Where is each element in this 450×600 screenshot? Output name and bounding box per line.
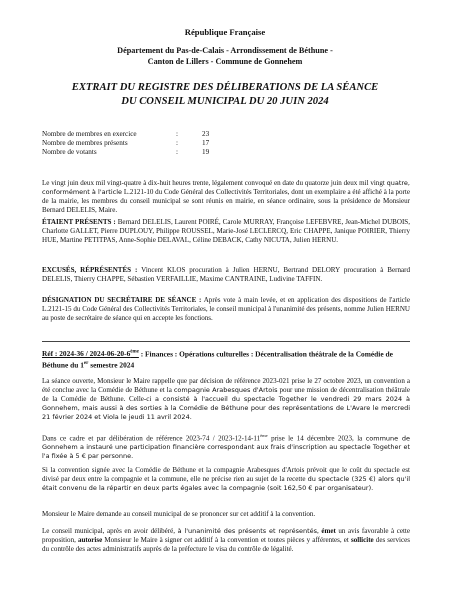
secretary-label: DÉSIGNATION DU SECRÉTAIRE DE SÉANCE : bbox=[42, 296, 202, 304]
para3-handwritten-text: du spectacle (325 €) alors qu'il était convenu de la répartir en deux parts égales avec la compagnie (soit 162,50 € par organisateur). bbox=[42, 474, 411, 492]
reference-subject-suffix: er bbox=[83, 360, 89, 366]
count-row bbox=[42, 139, 222, 148]
department-line-1: Département du Pas-de-Calais - Arrondissement de Béthune - bbox=[117, 46, 333, 55]
body-paragraph-2 bbox=[42, 432, 410, 461]
title-line-2: DU CONSEIL MUNICIPAL DU 20 JUIN 2024 bbox=[121, 96, 329, 107]
para5-text-end: des services du contrôle des actes administratifs auprès de la préfecture le visa du contrôle de légalité. bbox=[42, 535, 410, 553]
present-paragraph bbox=[42, 218, 410, 245]
para5-handwritten-text: à l'unanimité des présents et représentés bbox=[177, 527, 318, 535]
para1-handwritten-company: compagnie Arabesques d'Artois bbox=[173, 385, 278, 394]
present-list: Bernard DELELIS, Laurent POIRÉ, Carole MURRAY, Françoise LEFEBVRE, Jean-Michel DUBOIS, Charlotte GALLET, Pierre DUPLOUY, Philippe ROUSSEL, Marie-José LECLERCQ, Eric CHAPPE, Janique POIRIER, Thierry HUE, Martine PETITPAS, Anne-Sophie DELAVAL, Céline DEBACK, Cathy NICUTA, Julien HERNU. bbox=[42, 218, 410, 244]
separator-line bbox=[42, 341, 410, 342]
para5-bold-sollicite: sollicite bbox=[350, 535, 374, 544]
secretary-text: Après vote à main levée, et en application des dispositions de l'article L.2121-15 du Code Général des Collectivités Territoriales, le conseil municipal à l'unanimité des présents, nomme Julien HERNU au poste de secrétaire de séance qui en accepte les fonctions. bbox=[42, 296, 411, 322]
intro-text: Le vingt juin deux mil vingt-quatre à dix-huit heures trente, légalement convoqué en date du quatorze juin deux mil vingt bbox=[42, 179, 385, 187]
secretary-paragraph bbox=[42, 296, 410, 323]
count-label: Nombre de membres présents bbox=[42, 139, 128, 148]
count-value: 23 bbox=[202, 130, 210, 138]
count-row bbox=[42, 130, 222, 139]
intro-handwritten-text: quatre, conformément à l'article bbox=[42, 179, 410, 196]
count-label: Nombre de membres en exercice bbox=[42, 130, 137, 138]
para5-text: Le conseil municipal, après en avoir délibéré, bbox=[42, 527, 178, 535]
reference-number: Réf : 2024-36 / 2024-06-20-6 bbox=[42, 349, 131, 359]
title-line-1: EXTRAIT DU REGISTRE DES DÉLIBERATIONS DE LA SÉANCE bbox=[71, 82, 379, 93]
para2-suffix: ème bbox=[260, 433, 268, 438]
count-colon: : bbox=[176, 130, 178, 138]
department-line-2: Canton de Lillers - Commune de Gonnehem bbox=[147, 57, 303, 66]
para1-text-middle: pour une mission de décentralisation théâtrale de la Comédie de Béthune. Celle-ci bbox=[42, 385, 410, 403]
excused-label: EXCUSÉS, RÉPRÉSENTÉS : bbox=[42, 266, 138, 274]
body-paragraph-5 bbox=[42, 527, 410, 554]
body-paragraph-3 bbox=[42, 466, 410, 493]
para5-bold-autorise: autorise bbox=[77, 535, 103, 544]
reference-subject: Finances : Opérations culturelles : Décentralisation théâtrale de la Comédie de Béthune du 1 bbox=[42, 349, 393, 370]
republic-heading: République Française bbox=[184, 27, 266, 37]
reference-code bbox=[42, 349, 139, 358]
count-row bbox=[42, 148, 222, 157]
para2-text-middle: prise le 14 décembre 2023, la bbox=[267, 434, 366, 443]
count-label: Nombre de votants bbox=[42, 148, 97, 157]
reference-subject-end: semestre 2024 bbox=[88, 360, 135, 370]
department-heading bbox=[40, 45, 410, 67]
para1-text: La séance ouverte, Monsieur le Maire rappelle que par décision de référence 2023-021 prise le 27 octobre 2023, un convention a été conclue avec la Comédie de Béthune et la bbox=[42, 377, 410, 394]
body-paragraph-1 bbox=[42, 377, 410, 422]
para2-handwritten-text: commune de Gonnehem a instauré une participation financière correspondant aux frais d'inscription au spectacle Together et l'a fixée à 5 € par personne. bbox=[42, 434, 410, 461]
para5-bold-emet: émet bbox=[321, 527, 336, 535]
member-counts bbox=[42, 130, 222, 158]
document-title bbox=[30, 81, 420, 109]
reference-colon: : bbox=[138, 349, 144, 359]
count-value: 17 bbox=[202, 139, 210, 148]
para2-text: Dans ce cadre et par délibération de référence 2023-74 / 2023-12-14-11 bbox=[42, 434, 261, 443]
para5-text-middle-2: Monsieur le Maire à signer cet additif à la convention et toutes pièces y afférentes, et bbox=[102, 535, 351, 544]
reference-suffix: ème bbox=[130, 350, 139, 355]
para1-handwritten-text: a consisté à l'accueil du spectacle Together le vendredi 29 mars 2024 à Gonnehem, mais aussi à des sorties à la Comédie de Béthune pour des représentations de L'Avare le mercredi 21 février 2024 et Viola le jeudi 11 avril 2024. bbox=[42, 394, 410, 421]
count-colon: : bbox=[176, 148, 178, 157]
count-colon: : bbox=[176, 139, 178, 148]
present-label: ÉTAIENT PRÉSENTS : bbox=[42, 218, 116, 226]
intro-paragraph bbox=[42, 179, 410, 215]
excused-paragraph bbox=[42, 266, 410, 284]
para3-text: Si la convention signée avec la Comédie de Béthune et la compagnie Arabesques d'Artois prévoit que le coût du spectacle est divisé par deux entre la compagnie et la commune, elle ne précise rien au sujet de la recette bbox=[42, 466, 410, 483]
reference-heading bbox=[42, 348, 410, 369]
intro-text-end: L.2121-10 du Code Général des Collectivités Territoriales, dont un exemplaire a été affiché à la porte de la mairie, les membres du conseil municipal se sont réunis en mairie, en séance ordinaire, sous la présidence de Monsieur Bernard DELELIS, Maire. bbox=[42, 187, 410, 214]
excused-list: Vincent KLOS procuration à Julien HERNU, Bertrand DELORY procuration à Bernard DELELIS, Thierry CHAPPE, Sébastien VERFAILLIE, Maxime CANTRAINE, Ludivine TAFFIN. bbox=[42, 266, 410, 283]
para5-text-middle: un avis favorable à cette proposition, bbox=[42, 527, 410, 544]
para5-comma: , bbox=[317, 527, 322, 535]
body-paragraph-4: Monsieur le Maire demande au conseil municipal de se prononcer sur cet additif à la convention. bbox=[42, 510, 316, 518]
count-value: 19 bbox=[202, 148, 210, 157]
